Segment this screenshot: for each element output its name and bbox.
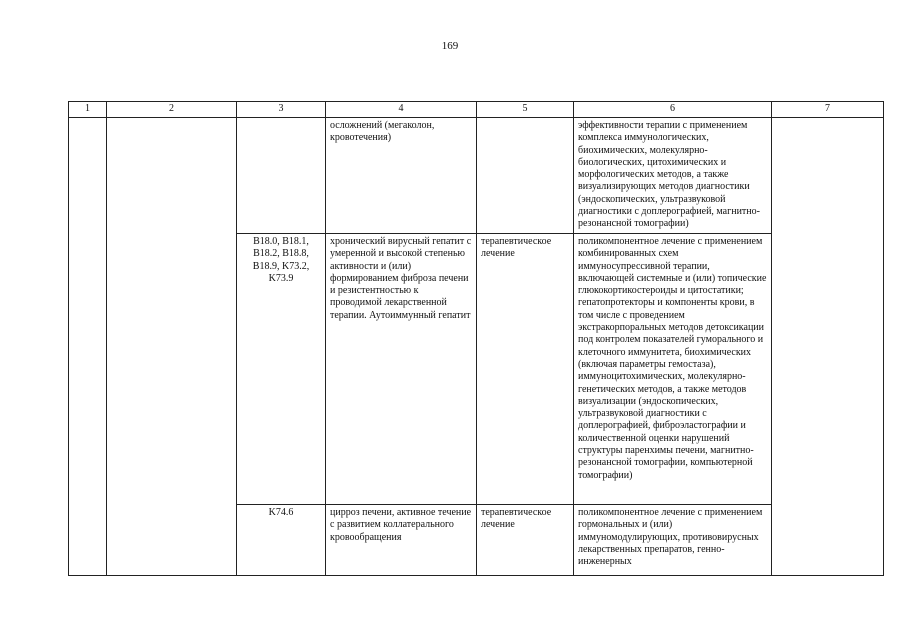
header-col-7: 7 — [772, 102, 884, 118]
code-cell — [237, 118, 326, 234]
header-col-3: 3 — [237, 102, 326, 118]
merged-cell-col-7 — [772, 118, 884, 576]
treatment-type-cell: терапевтическое лечение — [477, 505, 574, 576]
header-row — [69, 102, 884, 118]
code-cell: K74.6 — [237, 505, 326, 576]
code-cell: B18.0, B18.1, B18.2, B18.8, B18.9, K73.2, K73.9 — [237, 234, 326, 505]
condition-cell: цирроз печени, активное течение с развитием коллатерального кровообращения — [326, 505, 477, 576]
method-cell: эффективности терапии с применением комплекса иммунологических, биохимических, молекулярно-биологических, цитохимических и морфологических методов, а также визуализирующих методов диагностики (эндоскопических, ультразвуковой диагностики с доплерографией, магнитно-резонансной томографии) — [574, 118, 772, 234]
condition-cell: осложнений (мегаколон, кровотечения) — [326, 118, 477, 234]
header-col-5: 5 — [477, 102, 574, 118]
treatment-type-cell: терапевтическое лечение — [477, 234, 574, 505]
merged-cell-col-2 — [107, 118, 237, 576]
header-col-4: 4 — [326, 102, 477, 118]
method-cell: поликомпонентное лечение с применением комбинированных схем иммуносупрессивной терапии, включающей системные и (или) топические глюкокортикостероиды и цитостатики; гепатопротекторы и компоненты крови, в том числе с проведением экстракорпоральных методов детоксикации под контролем показателей гуморального и клеточного иммунитета, биохимических (включая параметры гемостаза), иммуноцитохимических, молекулярно-генетических методов, а также методов визуализации (эндоскопических, ультразвуковой диагностики с доплерографией, фиброэластографии и количественной оценки нарушений структуры паренхимы печени, магнитно-резонансной томографии, компьютерной томографии) — [574, 234, 772, 505]
merged-cell-col-1 — [69, 118, 107, 576]
page-number: 169 — [441, 40, 459, 52]
method-cell: поликомпонентное лечение с применением гормональных и (или) иммуномодулирующих, противовирусных лекарственных препаратов, генно-инженерных — [574, 505, 772, 576]
header-col-6: 6 — [574, 102, 772, 118]
medical-care-table — [68, 101, 884, 576]
condition-cell: хронический вирусный гепатит с умеренной и высокой степенью активности и (или) формированием фиброза печени и резистентностью к проводимой лекарственной терапии. Аутоиммунный гепатит — [326, 234, 477, 505]
treatment-type-cell — [477, 118, 574, 234]
header-col-2: 2 — [107, 102, 237, 118]
header-col-1: 1 — [69, 102, 107, 118]
table-row — [69, 118, 884, 234]
